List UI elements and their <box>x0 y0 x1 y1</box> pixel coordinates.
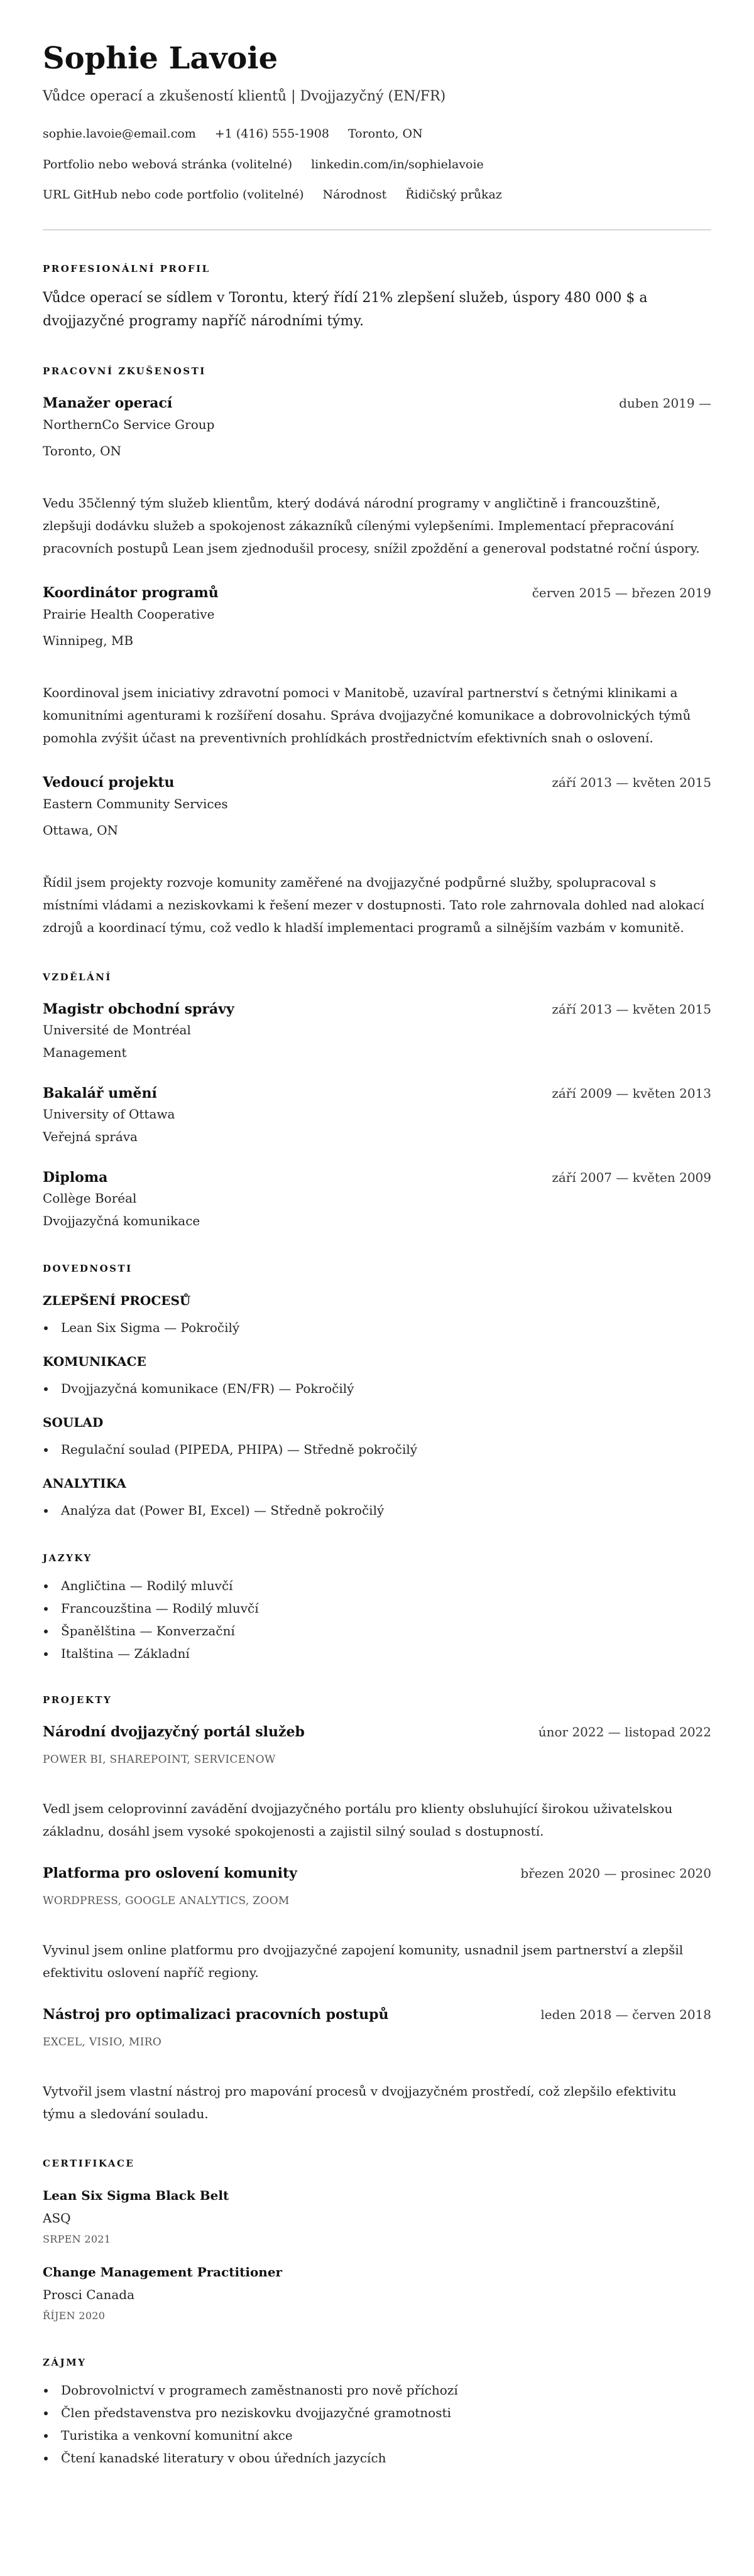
project-description: Vyvinul jsem online platformu pro dvojjazyčné zapojení komunity, usnadnil jsem partnerství a zlepšil efektivitu oslovení napříč regiony. <box>43 1942 684 1980</box>
interest-list <box>43 2379 711 2469</box>
portfolio-link[interactable]: Portfolio nebo webová stránka (volitelné) <box>43 158 293 171</box>
field-of-study: Veřejná správa <box>43 1129 138 1144</box>
project-title: Národní dvojjazyčný portál služeb <box>43 1724 305 1740</box>
education-entry <box>43 1084 711 1146</box>
job-description: Vedu 35členný tým služeb klientům, který dodává národní programy v angličtině i francouzštině, zlepšuji dodávku služeb a spokojenost zákazníků cílenými vylepšeními. Implementací přepracování pracovních postupů Lean jsem zjednodušil procesy, snížil zpoždění a generoval podstatné roční úspory. <box>43 495 700 556</box>
job-location: Winnipeg, MB <box>43 633 134 648</box>
experience-section <box>43 365 711 939</box>
candidate-name: Sophie Lavoie <box>43 41 278 76</box>
section-heading: CERTIFIKACE <box>43 2158 135 2169</box>
interest-item: Čtení kanadské literatury v obou úředních jazycích <box>43 2447 711 2469</box>
skill-list <box>43 1501 711 1520</box>
section-heading: PROFESIONÁLNÍ PROFIL <box>43 263 210 274</box>
job-entry <box>43 394 711 560</box>
certification-entry <box>43 2186 711 2248</box>
project-technologies: EXCEL, VISIO, MIRO <box>43 2036 162 2048</box>
projects-section <box>43 1694 711 2125</box>
company-name: NorthernCo Service Group <box>43 417 215 432</box>
education-entry <box>43 1168 711 1230</box>
contact-row <box>43 185 711 204</box>
project-technologies: POWER BI, SHAREPOINT, SERVICENOW <box>43 1753 276 1766</box>
field-of-study: Management <box>43 1045 127 1060</box>
drivers-license: Řidičský průkaz <box>405 188 502 202</box>
institution-name: University of Ottawa <box>43 1107 175 1122</box>
company-name: Prairie Health Cooperative <box>43 607 215 622</box>
languages-section <box>43 1552 711 1665</box>
section-heading: VZDĚLÁNÍ <box>43 971 112 983</box>
certifications-section <box>43 2157 711 2324</box>
skill-group-heading: SOULAD <box>43 1415 104 1430</box>
project-title: Platforma pro oslovení komunity <box>43 1865 297 1881</box>
interest-item: Turistika a venkovní komunitní akce <box>43 2424 711 2447</box>
certification-title: Lean Six Sigma Black Belt <box>43 2188 229 2203</box>
company-name: Eastern Community Services <box>43 796 228 811</box>
institution-name: Collège Boréal <box>43 1191 137 1206</box>
job-title: Vedoucí projektu <box>43 774 175 791</box>
job-entry <box>43 583 711 749</box>
contact-row <box>43 155 711 174</box>
skill-list <box>43 1440 711 1459</box>
job-dates: červen 2015 — březen 2019 <box>532 585 711 600</box>
github-link[interactable]: URL GitHub nebo code portfolio (volitelné) <box>43 188 304 202</box>
job-entry <box>43 773 711 939</box>
institution-name: Université de Montréal <box>43 1022 191 1037</box>
skill-item: Dvojjazyčná komunikace (EN/FR) — Pokročilý <box>43 1379 711 1398</box>
nationality: Národnost <box>322 188 387 202</box>
skill-group-heading: ZLEPŠENÍ PROCESŮ <box>43 1293 191 1308</box>
skill-item: Regulační soulad (PIPEDA, PHIPA) — Středně pokročilý <box>43 1440 711 1459</box>
section-heading: PRACOVNÍ ZKUŠENOSTI <box>43 365 206 377</box>
degree-title: Diploma <box>43 1169 108 1186</box>
skill-group-heading: ANALYTIKA <box>43 1476 126 1491</box>
contact-row <box>43 124 711 143</box>
skill-item: Lean Six Sigma — Pokročilý <box>43 1318 711 1337</box>
project-technologies: WORDPRESS, GOOGLE ANALYTICS, ZOOM <box>43 1895 290 1907</box>
job-title: Koordinátor programů <box>43 585 219 601</box>
certification-date: SRPEN 2021 <box>43 2233 111 2245</box>
location: Toronto, ON <box>347 127 423 141</box>
section-heading: DOVEDNOSTI <box>43 1263 133 1274</box>
skill-list <box>43 1379 711 1398</box>
field-of-study: Dvojjazyčná komunikace <box>43 1213 200 1228</box>
job-dates: duben 2019 — <box>619 396 711 411</box>
project-dates: leden 2018 — červen 2018 <box>540 2007 711 2022</box>
degree-title: Magistr obchodní správy <box>43 1001 234 1017</box>
project-entry <box>43 1864 711 1984</box>
certification-date: ŘÍJEN 2020 <box>43 2310 106 2322</box>
language-item: Francouzština — Rodilý mluvčí <box>43 1597 711 1620</box>
skill-list <box>43 1318 711 1337</box>
education-section <box>43 971 711 1230</box>
education-dates: září 2009 — květen 2013 <box>552 1086 711 1101</box>
job-location: Ottawa, ON <box>43 823 119 838</box>
resume-header <box>43 40 711 204</box>
language-item: Italština — Základní <box>43 1642 711 1665</box>
project-entry <box>43 1723 711 1843</box>
interest-item: Člen představenstva pro neziskovku dvojjazyčné gramotnosti <box>43 2401 711 2424</box>
project-description: Vedl jsem celoprovinní zavádění dvojjazyčného portálu pro klienty obsluhující širokou uživatelskou základnu, dosáhl jsem vysoké spokojenosti a zajistil silný soulad s dostupností. <box>43 1801 673 1839</box>
education-dates: září 2007 — květen 2009 <box>552 1170 711 1185</box>
project-entry <box>43 2005 711 2125</box>
profile-summary: Vůdce operací se sídlem v Torontu, který řídí 21% zlepšení služeb, úspory 480 000 $ a dvojjazyčné programy napříč národními týmy. <box>43 290 648 329</box>
skill-item: Analýza dat (Power BI, Excel) — Středně pokročilý <box>43 1501 711 1520</box>
interests-section <box>43 2356 711 2469</box>
project-dates: březen 2020 — prosinec 2020 <box>520 1866 711 1881</box>
job-dates: září 2013 — květen 2015 <box>552 775 711 790</box>
section-heading: ZÁJMY <box>43 2357 87 2368</box>
interest-item: Dobrovolnictví v programech zaměstnanosti pro nově příchozí <box>43 2379 711 2401</box>
degree-title: Bakalář umění <box>43 1085 157 1101</box>
certification-issuer: Prosci Canada <box>43 2287 135 2302</box>
section-heading: JAZYKY <box>43 1552 92 1564</box>
education-dates: září 2013 — květen 2015 <box>552 1002 711 1017</box>
language-item: Španělština — Konverzační <box>43 1620 711 1642</box>
phone-number[interactable]: +1 (416) 555-1908 <box>214 127 329 141</box>
headline: Vůdce operací a zkušeností klientů | Dvojjazyčný (EN/FR) <box>43 89 446 104</box>
job-description: Řídil jsem projekty rozvoje komunity zaměřené na dvojjazyčné podpůrné služby, spolupracoval s místními vládami a neziskovkami k řešení mezer v dostupnosti. Tato role zahrnovala dohled nad alokací zdrojů a koordinací týmu, což vedlo k hladší implementaci programů a silnějším vazbám v komunitě. <box>43 875 704 935</box>
header-divider <box>43 229 711 230</box>
project-description: Vytvořil jsem vlastní nástroj pro mapování procesů v dvojjazyčném prostředí, což zlepšilo efektivitu týmu a sledování souladu. <box>43 2084 677 2121</box>
profile-section <box>43 262 711 333</box>
language-list <box>43 1574 711 1665</box>
job-description: Koordinoval jsem iniciativy zdravotní pomoci v Manitobě, uzavíral partnerství s četnými klinikami a komunitními agenturami k rozšíření dosahu. Správa dvojjazyčné komunikace a dobrovolnických týmů pomohla zvýšit účast na preventivních prohlídkách prostřednictvím efektivních snah o oslovení. <box>43 685 691 745</box>
certification-title: Change Management Practitioner <box>43 2265 283 2280</box>
email-link[interactable]: sophie.lavoie@email.com <box>43 127 196 141</box>
job-title: Manažer operací <box>43 395 173 411</box>
job-location: Toronto, ON <box>43 443 121 458</box>
education-entry <box>43 1000 711 1062</box>
project-dates: únor 2022 — listopad 2022 <box>538 1724 711 1740</box>
skills-section <box>43 1262 711 1520</box>
certification-entry <box>43 2263 711 2324</box>
certification-issuer: ASQ <box>43 2211 71 2226</box>
project-title: Nástroj pro optimalizaci pracovních postupů <box>43 2006 389 2023</box>
skill-group-heading: KOMUNIKACE <box>43 1354 146 1369</box>
section-heading: PROJEKTY <box>43 1694 112 1706</box>
linkedin-link[interactable]: linkedin.com/in/sophielavoie <box>311 158 484 171</box>
language-item: Angličtina — Rodilý mluvčí <box>43 1574 711 1597</box>
